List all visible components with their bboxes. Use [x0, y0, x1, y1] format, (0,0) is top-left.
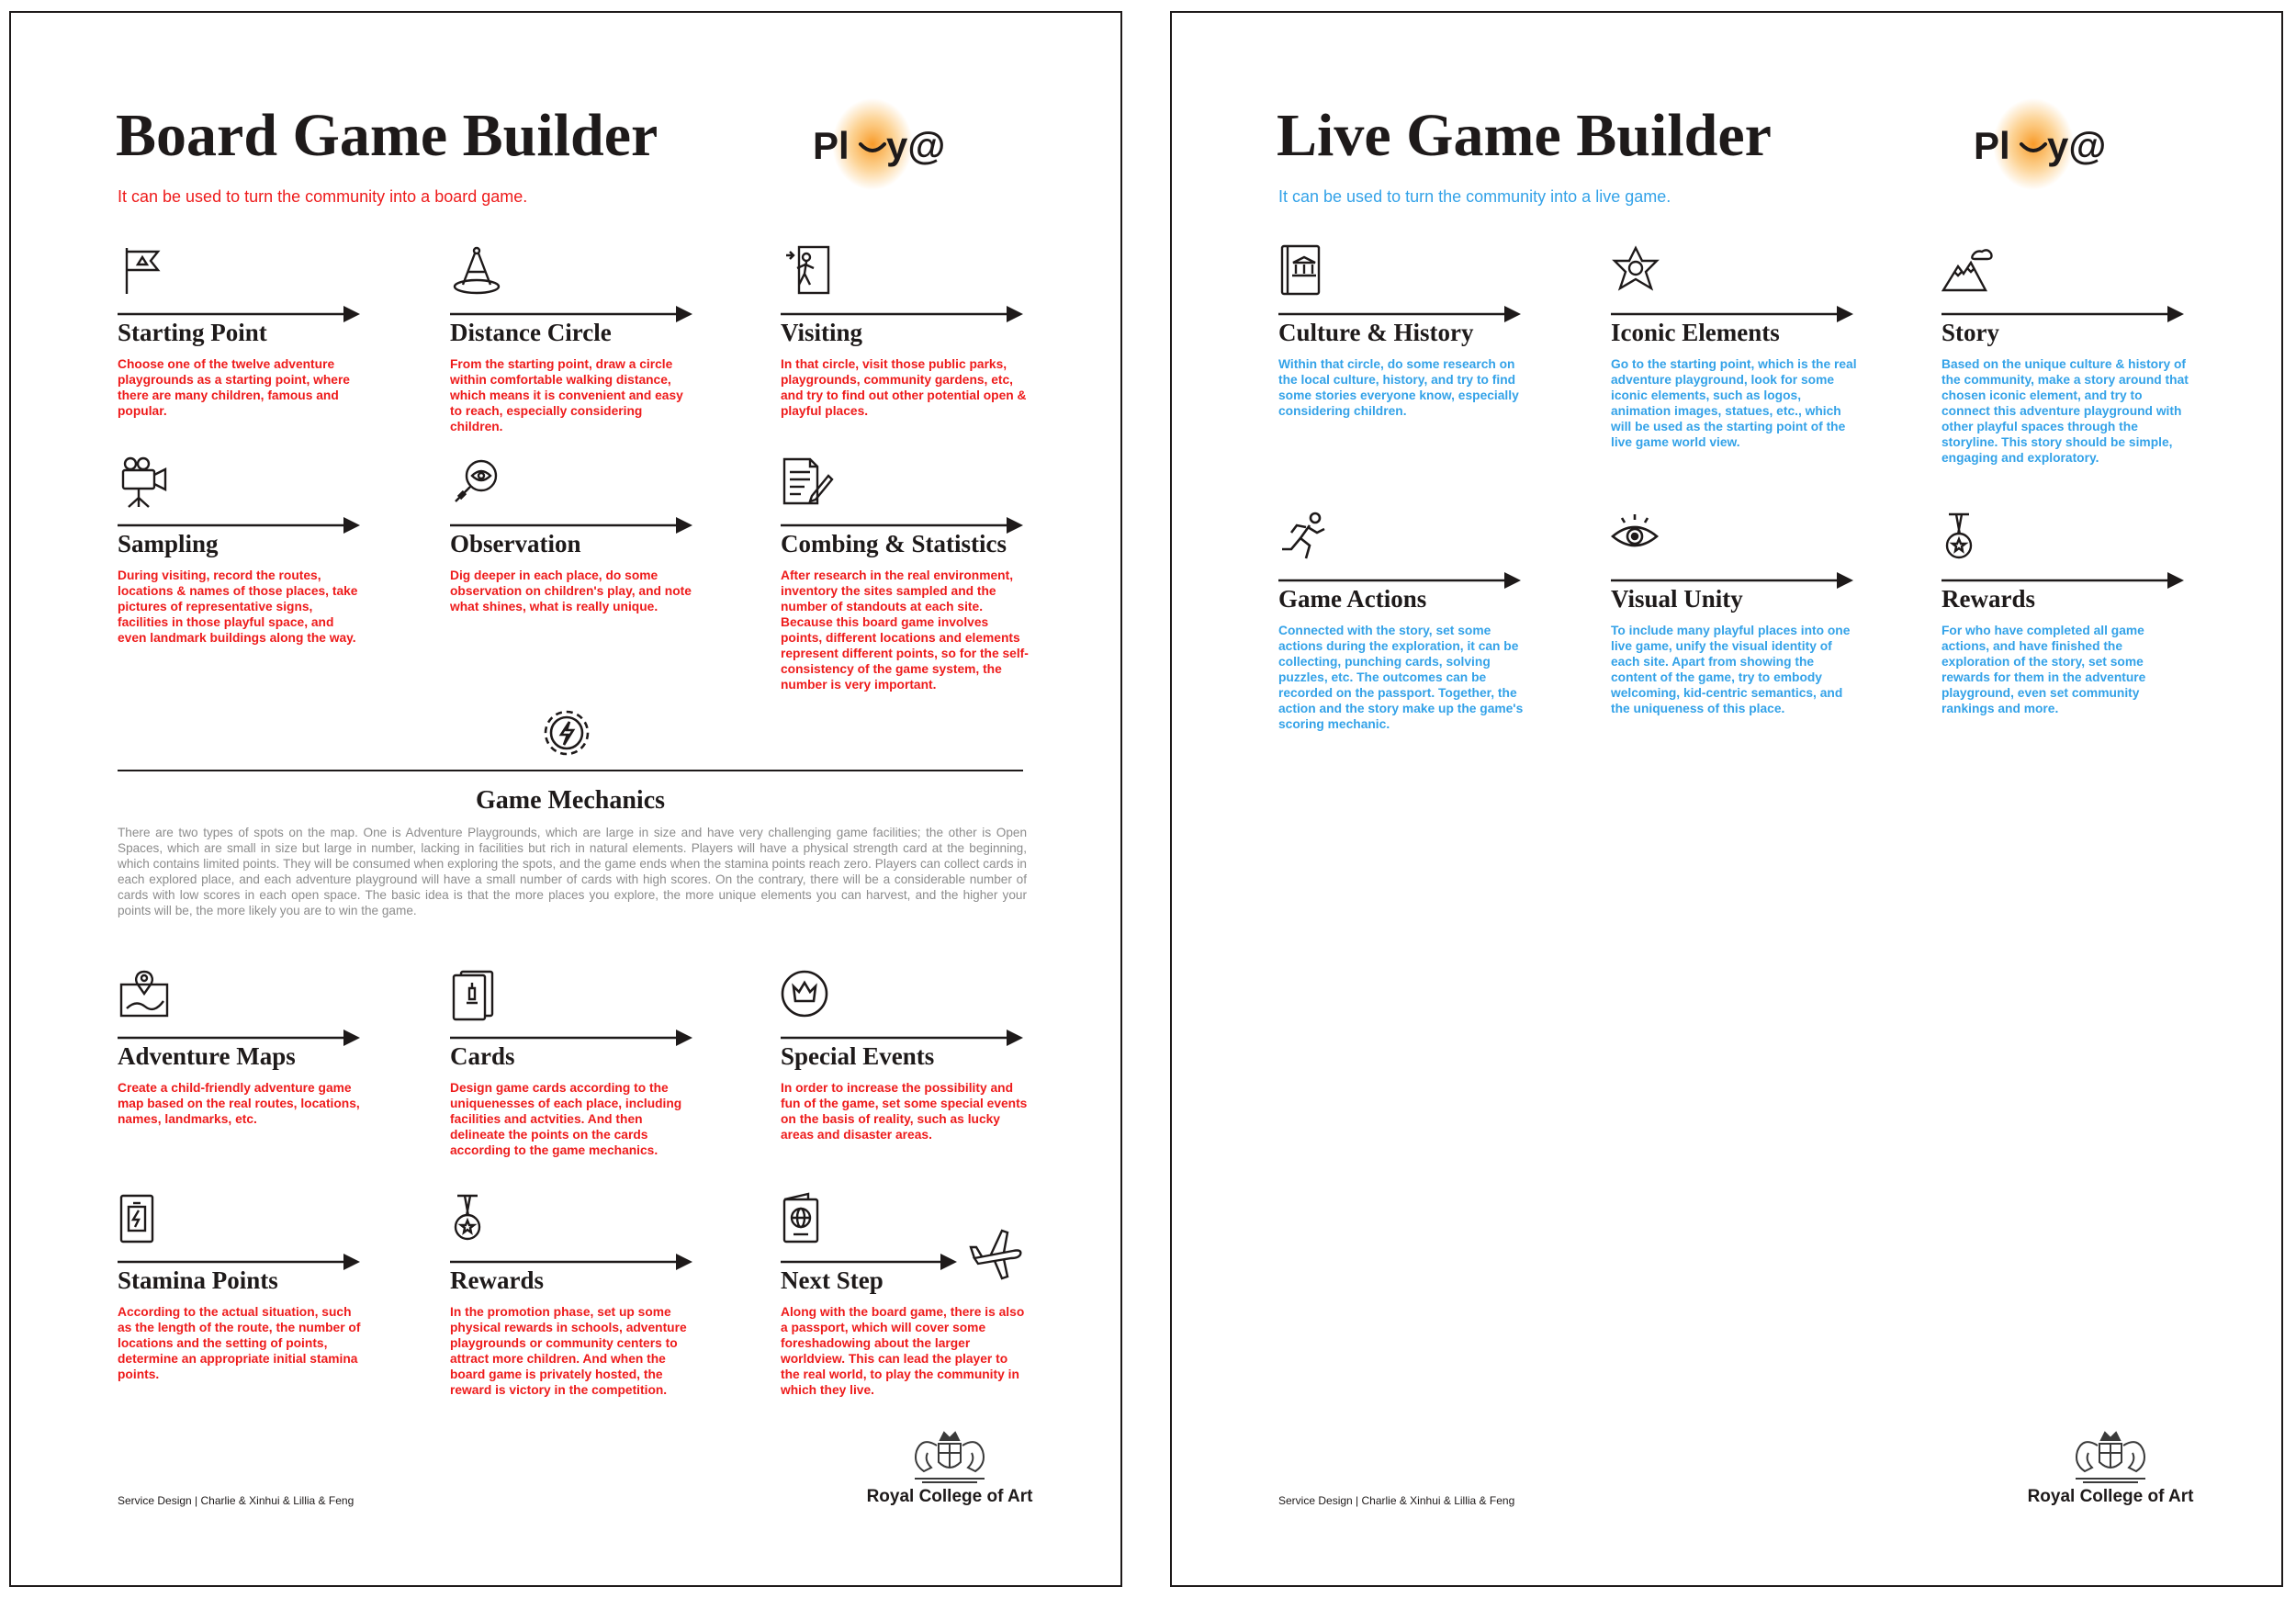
svg-text:Pl: Pl — [1974, 124, 2010, 167]
page-subtitle: It can be used to turn the community into a board game. — [118, 187, 528, 206]
step-title: Visual Unity — [1611, 585, 1743, 613]
step-title: Rewards — [450, 1266, 544, 1294]
step-title: Visiting — [781, 319, 863, 346]
step-description: Dig deeper in each place, do some observation on children's play, and note what shines, what is really unique. — [450, 568, 692, 613]
divider — [118, 770, 1023, 771]
map-pin-icon — [118, 968, 171, 1021]
step-special-events — [781, 968, 1038, 1198]
institution-name: Royal College of Art — [2027, 1487, 2194, 1506]
step-title: Iconic Elements — [1611, 319, 1780, 346]
step-rewards — [1941, 511, 2199, 740]
step-combing-statistics — [781, 456, 1038, 692]
eye-icon — [1611, 511, 1664, 564]
runner-icon — [1278, 511, 1332, 564]
step-description: From the starting point, draw a circle within comfortable walking distance, which means it is convenient and easy to reach, especially considering children. — [450, 357, 683, 433]
medal-icon — [1941, 511, 1995, 564]
footer-credit: Service Design | Charlie & Xinhui & Lillia & Feng — [118, 1494, 355, 1507]
play-logo — [796, 98, 952, 196]
step-title: Observation — [450, 530, 581, 557]
step-culture-history — [1278, 244, 1536, 474]
step-sampling — [118, 456, 375, 685]
page-title: Live Game Builder — [1277, 102, 1772, 169]
step-visiting — [781, 244, 1038, 474]
svg-text:y@: y@ — [886, 124, 946, 167]
step-story — [1941, 244, 2199, 474]
step-description: Choose one of the twelve adventure playgrounds as a starting point, where there are many children, famous and popular. — [118, 357, 350, 418]
step-title: Stamina Points — [118, 1266, 278, 1294]
step-cards — [450, 968, 707, 1198]
coat-of-arms-icon — [904, 1427, 996, 1486]
svg-text:Pl: Pl — [813, 124, 850, 167]
flag-icon — [118, 244, 171, 298]
gear-bolt-icon — [539, 705, 594, 760]
step-description: In order to increase the possibility and fun of the game, set some special events on the basis of reality, such as lucky areas and disaster areas. — [781, 1081, 1028, 1142]
step-title: Rewards — [1941, 585, 2035, 613]
step-description: In that circle, visit those public parks, playgrounds, community gardens, etc, and try to find out other potential open & playful places. — [781, 357, 1027, 418]
step-title: Special Events — [781, 1042, 935, 1070]
step-description: Along with the board game, there is also a passport, which will cover some foreshadowing about the larger worldview. This can lead the player to the real world, to play the community in which they live. — [781, 1305, 1025, 1397]
page-subtitle: It can be used to turn the community into a live game. — [1278, 187, 1671, 206]
step-description: Design game cards according to the uniquenesses of each place, including facilities and actvities. And then delineate the points on the cards according to the game mechanics. — [450, 1081, 682, 1157]
magnifier-eye-icon — [450, 456, 503, 509]
step-starting-point — [118, 244, 375, 474]
passport-icon — [781, 1192, 834, 1245]
mountain-icon — [1941, 244, 1995, 298]
step-description: Connected with the story, set some actions during the exploration, it can be collecting, punching cards, solving puzzles, etc. The outcomes can be recorded on the passport. Together, the action and the story make up the game's scoring mechanic. — [1278, 624, 1524, 731]
compass-icon — [450, 244, 503, 298]
live-game-builder-page — [1170, 11, 2283, 1587]
step-description: For who have completed all game actions, and have finished the exploration of the story, set some rewards for them in the adventure playground, even set community rankings and more. — [1941, 624, 2146, 715]
step-distance-circle — [450, 244, 707, 474]
coat-of-arms-icon — [2065, 1427, 2156, 1486]
step-description: Based on the unique culture & history of the community, make a story around that chosen iconic element, and try to connect this adventure playground with other playful spaces through the storyline. This story should be simple, engaging and exploratory. — [1941, 357, 2189, 465]
step-description: Create a child-friendly adventure game map based on the real routes, locations, names, landmarks, etc. — [118, 1081, 360, 1126]
institution-logo — [858, 1427, 1041, 1510]
step-description: According to the actual situation, such as the length of the route, the number of locations and the setting of points, determine an appropriate initial stamina points. — [118, 1305, 361, 1381]
step-title: Cards — [450, 1042, 515, 1070]
cards-icon — [450, 968, 503, 1021]
step-title: Combing & Statistics — [781, 530, 1007, 557]
video-camera-icon — [118, 456, 171, 509]
crown-badge-icon — [781, 968, 834, 1021]
institution-logo — [2019, 1427, 2202, 1510]
step-description: Within that circle, do some research on the local culture, history, and try to find some stories everyone know, especially considering children. — [1278, 357, 1519, 418]
mechanics-body: There are two types of spots on the map. One is Adventure Playgrounds, which are large in size and have very challenging game facilities; the other is Open Spaces, which are small in size but large in number, lacking in facilities but rich in natural elements. Players will have a physical strength card at the beginning, which contains limited points. They will be consumed when exploring the spots, and the game ends when the stamina points reach zero. Players can collect cards in each explored place, and each adventure playground will have a small number of cards with high scores. On the contrary, there will be a considerable number of cards with low scores in each open space. The basic idea is that the more places you explore, the more unique elements you can harvest, and the higher your points will be, the more likely you are to win the game. — [118, 826, 1027, 917]
svg-text:y@: y@ — [2047, 124, 2107, 167]
step-title: Culture & History — [1278, 319, 1474, 346]
footer-credit: Service Design | Charlie & Xinhui & Lillia & Feng — [1278, 1494, 1515, 1507]
step-game-actions — [1278, 511, 1536, 740]
step-rewards — [450, 1192, 707, 1422]
page-title: Board Game Builder — [116, 102, 658, 169]
step-description: Go to the starting point, which is the real adventure playground, look for some iconic elements, such as logos, animation images, statues, etc., which will be used as the starting point of the live game world view. — [1611, 357, 1857, 449]
star-badge-icon — [1611, 244, 1664, 298]
step-title: Game Actions — [1278, 585, 1427, 613]
step-title: Sampling — [118, 530, 219, 557]
step-title: Adventure Maps — [118, 1042, 296, 1070]
document-pen-icon — [781, 456, 834, 509]
step-description: In the promotion phase, set up some physical rewards in schools, adventure playgrounds or community centers to attract more children. And when the board game is privately hosted, the reward is victory in the competition. — [450, 1305, 687, 1397]
medal-icon — [450, 1192, 503, 1245]
airplane-icon — [969, 1227, 1024, 1282]
museum-book-icon — [1278, 244, 1332, 298]
board-game-builder-page — [9, 11, 1122, 1587]
institution-name: Royal College of Art — [866, 1487, 1033, 1506]
mechanics-title: Game Mechanics — [475, 786, 666, 815]
step-title: Next Step — [781, 1266, 884, 1294]
step-title: Starting Point — [118, 319, 267, 346]
step-iconic-elements — [1611, 244, 1868, 474]
step-stamina-points — [118, 1192, 375, 1422]
step-observation — [450, 456, 707, 685]
step-title: Story — [1941, 319, 1999, 346]
step-description: To include many playful places into one live game, unify the visual identity of each site. Apart from showing the content of the game, try to embody welcoming, kid-centric semantics, and the uniqueness of this place. — [1611, 624, 1851, 715]
battery-card-icon — [118, 1192, 171, 1245]
step-description: After research in the real environment, inventory the sites sampled and the number of standouts at each site. Because this board game involves points, different locations and elements represent different points, so for the self-consistency of the game system, the number is very important. — [781, 568, 1029, 692]
step-title: Distance Circle — [450, 319, 612, 346]
visitor-icon — [781, 244, 834, 298]
step-description: During visiting, record the routes, locations & names of those places, take pictures of representative signs, facilities in those playful space, and even landmark buildings along the way. — [118, 568, 358, 645]
step-adventure-maps — [118, 968, 375, 1198]
step-visual-unity — [1611, 511, 1868, 740]
play-logo — [1957, 98, 2113, 196]
